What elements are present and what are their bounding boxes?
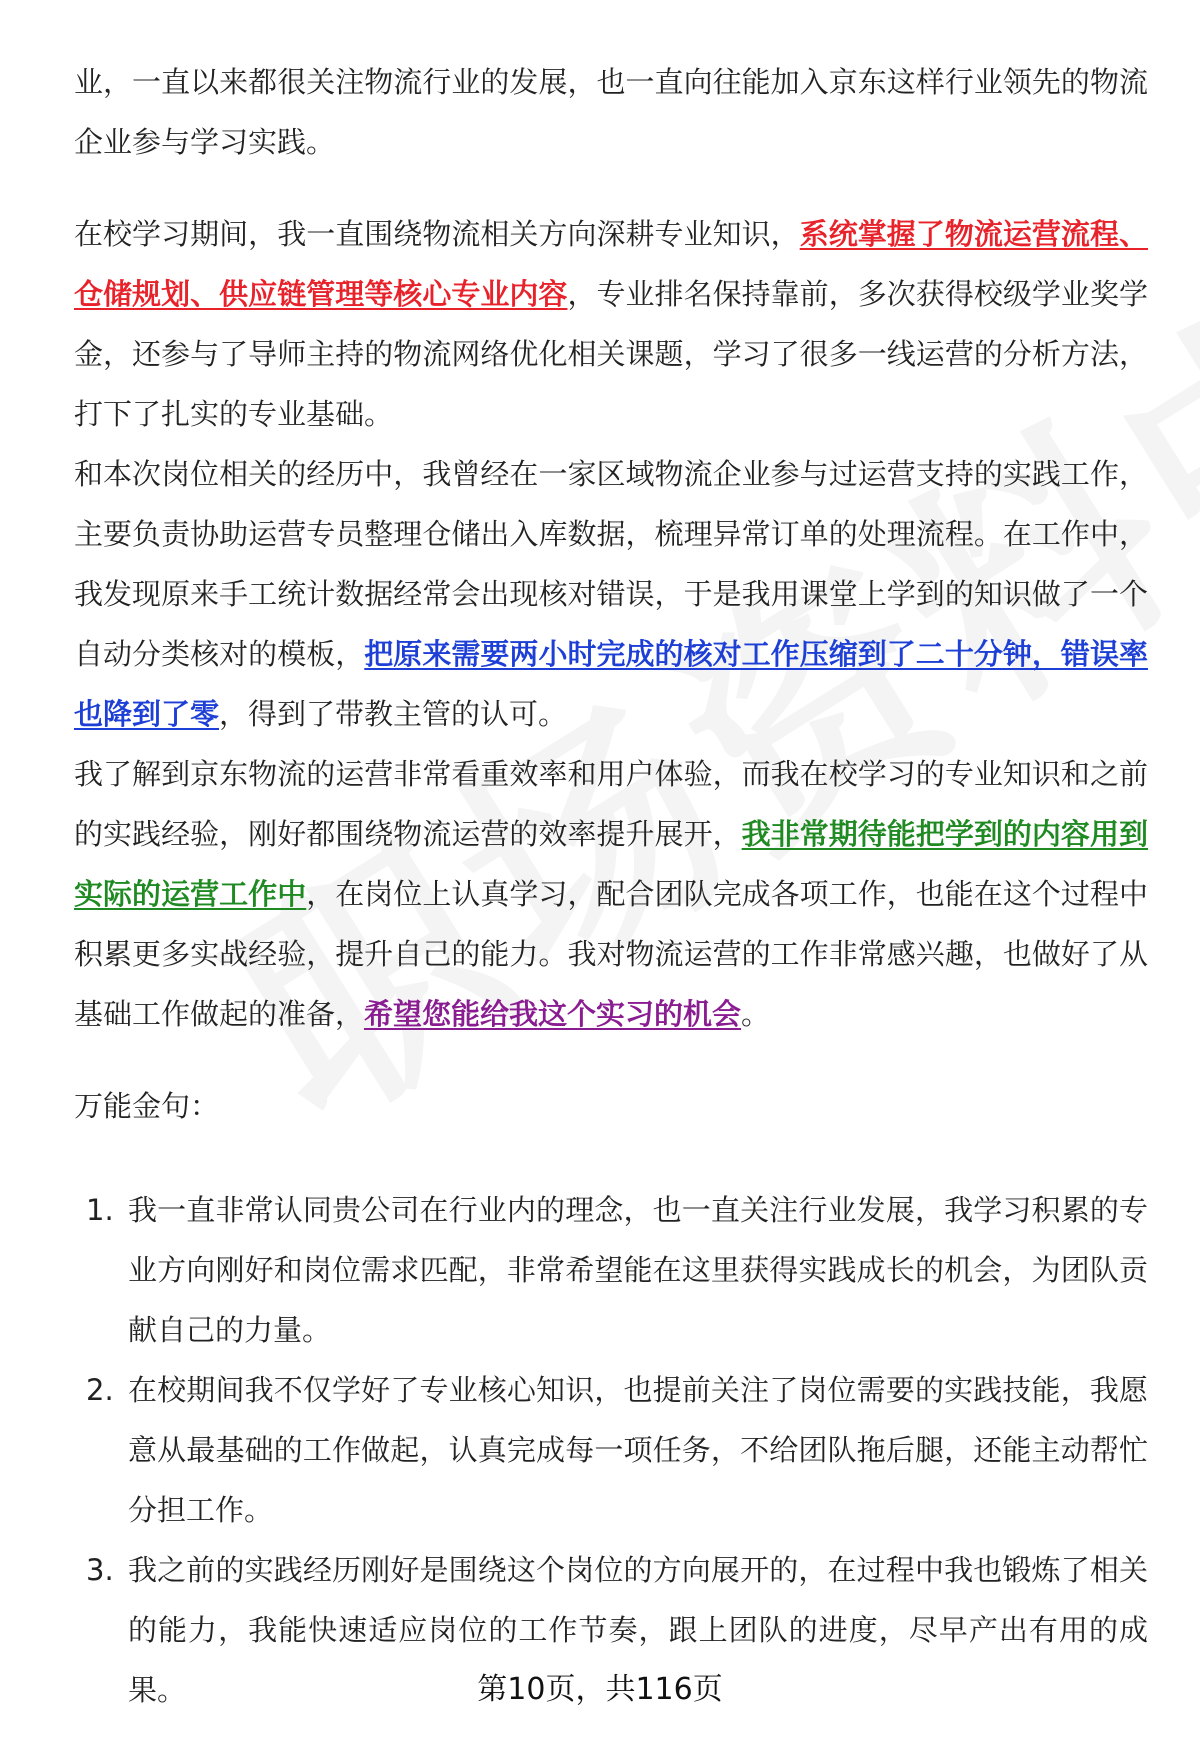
document-body [74, 52, 1148, 1720]
list-number: 2. [86, 1373, 114, 1407]
list-item-text: 我一直非常认同贵公司在行业内的理念，也一直关注行业发展，我学习积累的专业方向刚好和岗位需求匹配，非常希望能在这里获得实践成长的机会，为团队贡献自己的力量。 [128, 1193, 1148, 1347]
paragraph-text: 。 [741, 997, 771, 1031]
paragraph-text: ，在岗位上认真学习，配合团队完成各项工作，也能在这个过程中积累更多实战经验，提升自己的能力。我对物流运营的工作非常感兴趣，也做好了从基础工作做起的准备， [74, 877, 1148, 1031]
paragraph-intro-continuation [74, 52, 1148, 172]
list-item [74, 1180, 1148, 1360]
paragraph-motivation [74, 744, 1148, 1044]
list-item [74, 1360, 1148, 1540]
highlight-blue: 把原来需要两小时完成的核对工作压缩到了二十分钟，错误率也降到了零 [74, 637, 1148, 731]
paragraph-study [74, 204, 1148, 444]
list-item-text: 在校期间我不仅学好了专业核心知识，也提前关注了岗位需要的实践技能，我愿意从最基础的工作做起，认真完成每一项任务，不给团队拖后腿，还能主动帮忙分担工作。 [128, 1373, 1148, 1527]
paragraph-text: 和本次岗位相关的经历中，我曾经在一家区域物流企业参与过运营支持的实践工作，主要负责协助运营专员整理仓储出入库数据，梳理异常订单的处理流程。在工作中，我发现原来手工统计数据经常会出现核对错误，于是我用课堂上学到的知识做了一个自动分类核对的模板， [74, 457, 1148, 671]
paragraph-text: 我了解到京东物流的运营非常看重效率和用户体验，而我在校学习的专业知识和之前的实践经验，刚好都围绕物流运营的效率提升展开， [74, 757, 1148, 851]
paragraph-experience [74, 444, 1148, 744]
page-footer: 第10页，共116页 [477, 1672, 723, 1707]
highlight-red: 系统掌握了物流运营流程、仓储规划、供应链管理等核心专业内容 [74, 217, 1148, 311]
highlight-green: 我非常期待能把学到的内容用到实际的运营工作中 [74, 817, 1148, 911]
paragraph-text: ，专业排名保持靠前，多次获得校级学业奖学金，还参与了导师主持的物流网络优化相关课题，学习了很多一线运营的分析方法，打下了扎实的专业基础。 [74, 277, 1148, 431]
paragraph-text: 业，一直以来都很关注物流行业的发展，也一直向往能加入京东这样行业领先的物流企业参与学习实践。 [74, 65, 1148, 159]
section-heading: 万能金句： [74, 1089, 220, 1123]
list-number: 3. [86, 1553, 114, 1587]
phrase-list [74, 1180, 1148, 1720]
list-number: 1. [86, 1193, 114, 1227]
list-item-text: 我之前的实践经历刚好是围绕这个岗位的方向展开的，在过程中我也锻炼了相关的能力，我能快速适应岗位的工作节奏，跟上团队的进度，尽早产出有用的成果。 [128, 1553, 1148, 1707]
paragraph-text: 在校学习期间，我一直围绕物流相关方向深耕专业知识， [74, 217, 800, 251]
paragraph-text: ，得到了带教主管的认可。 [219, 697, 568, 731]
highlight-purple: 希望您能给我这个实习的机会 [364, 997, 742, 1031]
